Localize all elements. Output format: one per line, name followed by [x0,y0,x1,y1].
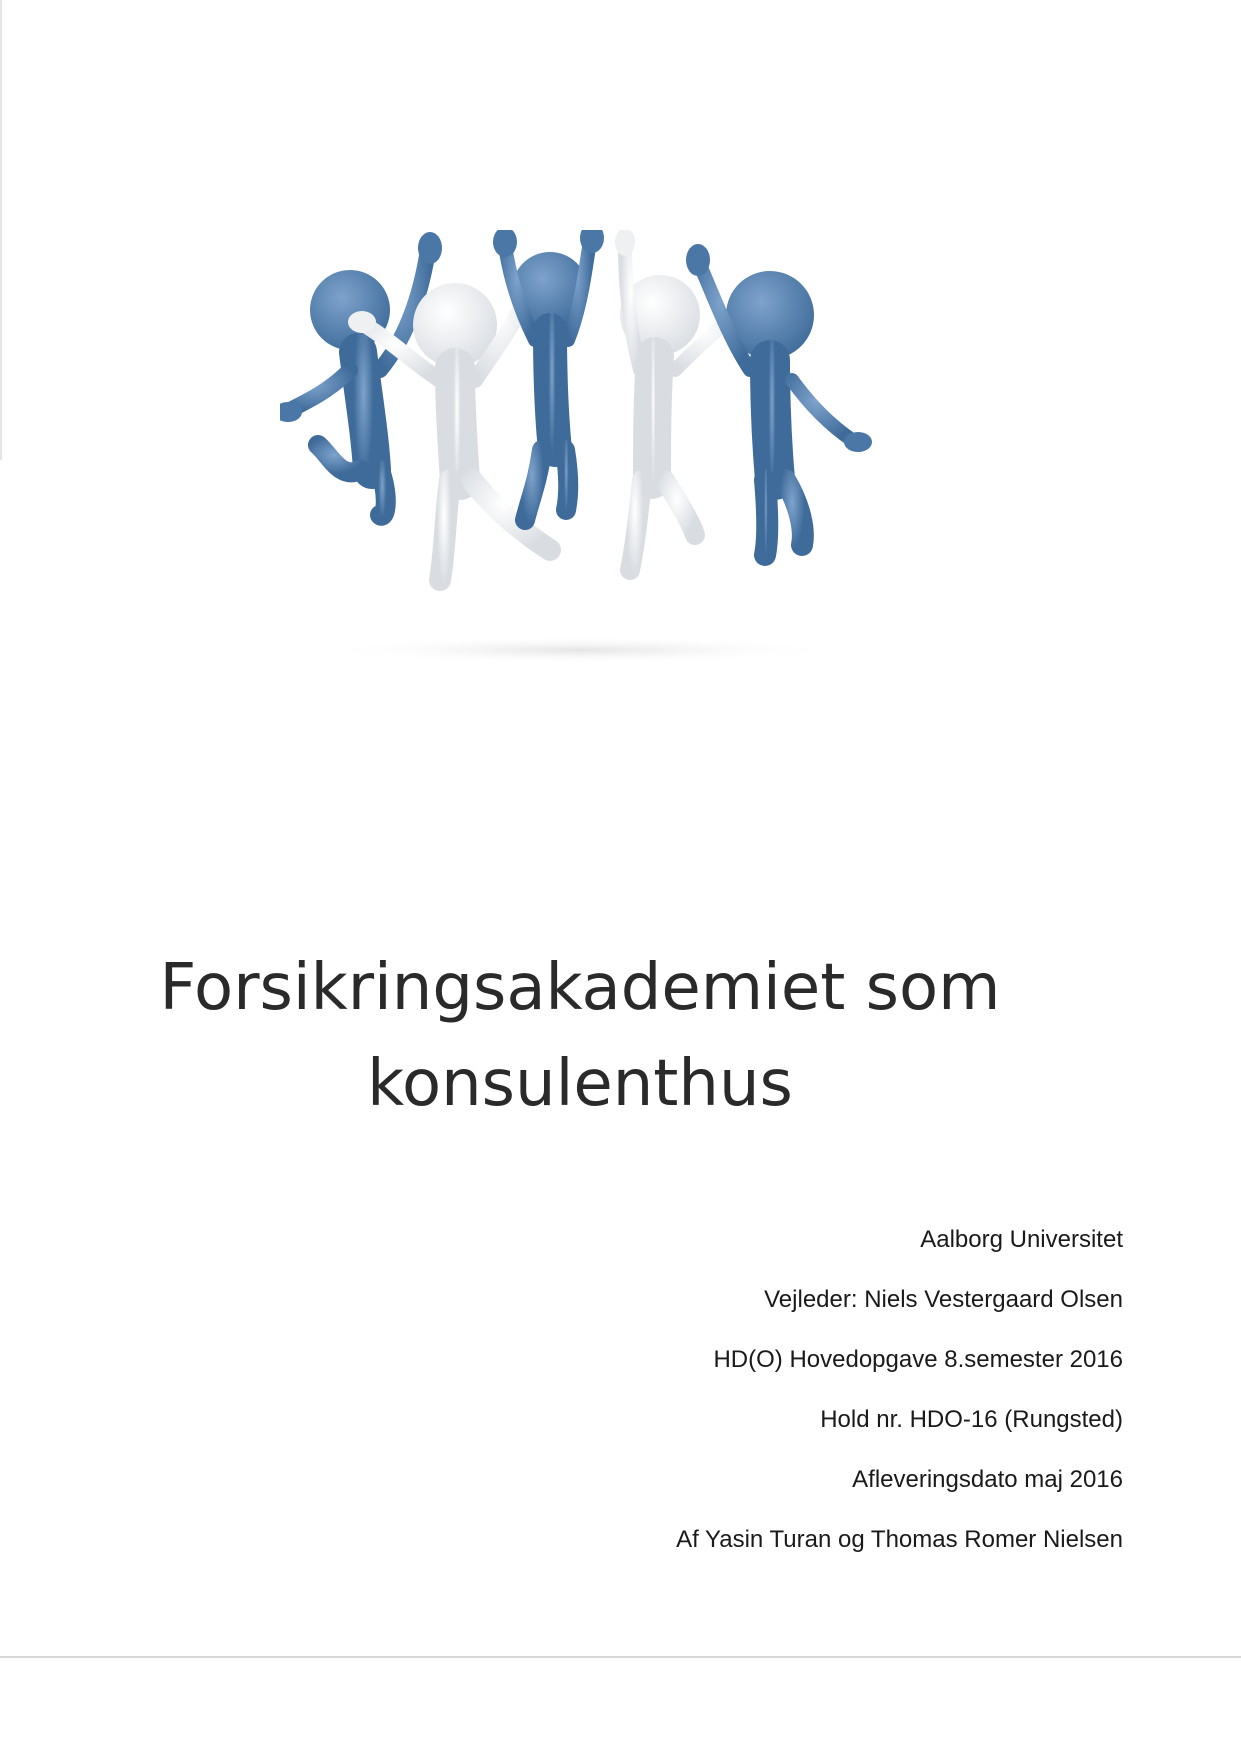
figure-blue-right [700,265,852,555]
title-line-2: konsulenthus [367,1047,793,1121]
due-date-line: Afleveringsdato maj 2016 [852,1466,1123,1493]
document-meta [423,1210,1123,1570]
course-line: HD(O) Hovedopgave 8.semester 2016 [713,1346,1123,1373]
authors-line: Af Yasin Turan og Thomas Romer Nielsen [676,1526,1123,1553]
supervisor-line: Vejleder: Niels Vestergaard Olsen [764,1286,1123,1313]
scan-edge [0,0,2,460]
bottom-divider [0,1656,1241,1658]
document-title [100,940,1060,1132]
figure-blue-left [290,250,428,516]
figure-white-fourth [620,245,745,570]
university-name: Aalborg Universitet [920,1226,1123,1253]
team-line: Hold nr. HDO-16 (Rungsted) [820,1406,1123,1433]
jumping-figures-illustration [280,230,980,670]
title-line-1: Forsikringsakademiet som [159,951,1001,1025]
figure-blue-middle [505,240,590,520]
